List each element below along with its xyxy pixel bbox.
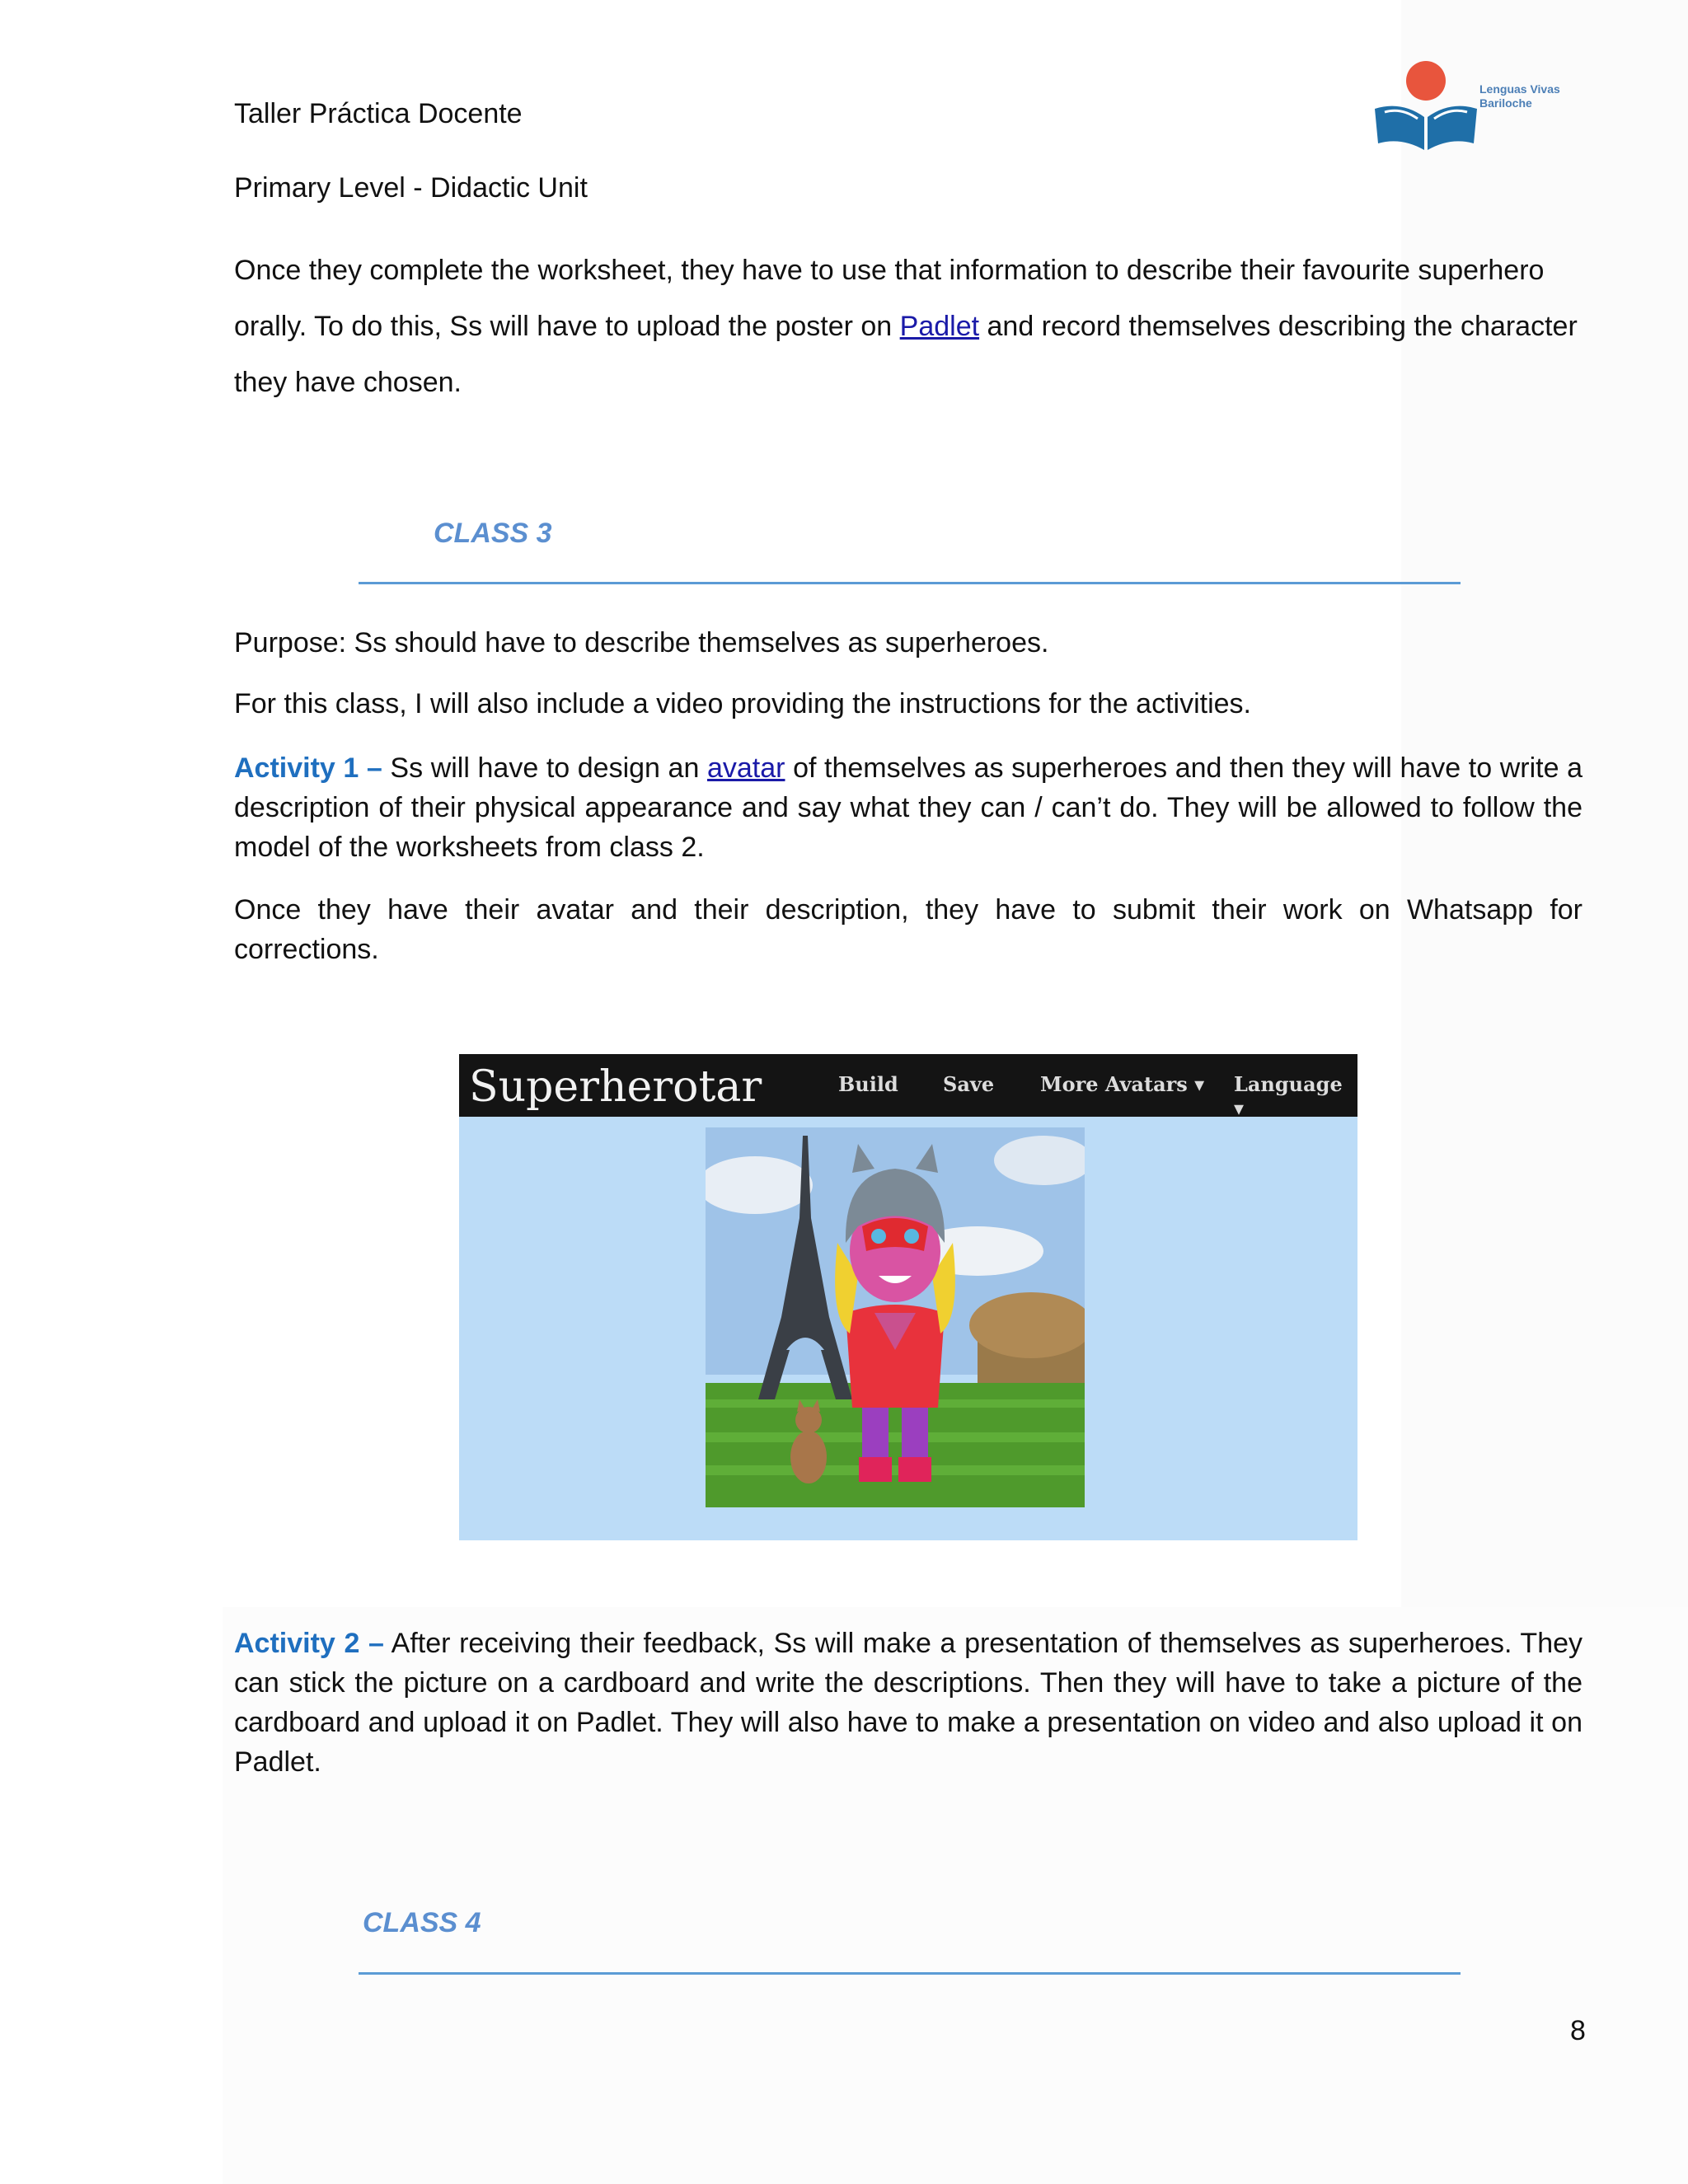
padlet-link[interactable]: Padlet bbox=[899, 311, 980, 342]
logo-text bbox=[1479, 82, 1560, 110]
header-subtitle: Primary Level - Didactic Unit bbox=[234, 172, 588, 204]
nav-more-avatars: More Avatars ▾ bbox=[1040, 1072, 1205, 1096]
class-3-rule bbox=[359, 582, 1461, 584]
nav-build: Build bbox=[838, 1072, 898, 1096]
activity-2-text: After receiving their feedback, Ss will make a presentation of themselves as superheroes. They can stick the picture on a cardboard and write the descriptions. Then they will have to take a picture of the cardboard and upload it on Padlet. They will also have to make a presentation on video and also upload it on Padlet. bbox=[234, 1628, 1583, 1778]
intro-text-1: Once they complete the worksheet, they have to use that information to describe their favourite superhero orally. To do this, Ss will have to upload the poster on bbox=[234, 255, 1545, 342]
header-title: Taller Práctica Docente bbox=[234, 98, 523, 129]
activity-1-text-2: of themselves as superheroes and then they will have to write a description of their physical appearance and say what they can / can’t do. They will be allowed to follow the model of the worksheets from class 2. bbox=[234, 752, 1583, 863]
superhero-avatar-image bbox=[706, 1127, 1085, 1507]
purpose-text: Purpose: Ss should have to describe themselves as superheroes. bbox=[234, 627, 1049, 658]
activity-2-paragraph bbox=[234, 1624, 1582, 1782]
video-note: For this class, I will also include a video providing the instructions for the activities. bbox=[234, 688, 1251, 719]
intro-paragraph bbox=[234, 242, 1582, 410]
superherotar-brand: Superherotar bbox=[469, 1062, 762, 1112]
activity-1-text-1: Ss will have to design an bbox=[382, 752, 707, 784]
class-4-heading: CLASS 4 bbox=[363, 1907, 481, 1938]
class-3-heading: CLASS 3 bbox=[434, 518, 552, 549]
class-4-rule bbox=[359, 1972, 1461, 1975]
activity-2-label: Activity 2 – bbox=[234, 1628, 384, 1659]
avatar-link[interactable]: avatar bbox=[706, 752, 785, 784]
logo-text-line-2: Bariloche bbox=[1479, 96, 1532, 110]
page-number: 8 bbox=[1570, 2015, 1586, 2046]
nav-save: Save bbox=[943, 1072, 995, 1096]
superherotar-screenshot bbox=[459, 1054, 1357, 1540]
activity-1-label: Activity 1 – bbox=[234, 752, 382, 784]
activity-1-paragraph bbox=[234, 748, 1582, 867]
nav-language: Language ▾ bbox=[1234, 1072, 1343, 1120]
intro-text-2: and record themselves describing the character they have chosen. bbox=[234, 311, 1578, 398]
superherotar-navbar bbox=[459, 1054, 1357, 1120]
logo-text-line-1: Lenguas Vivas bbox=[1479, 82, 1560, 96]
submit-note: Once they have their avatar and their description, they have to submit their work on Whatsapp for corrections. bbox=[234, 894, 1582, 965]
